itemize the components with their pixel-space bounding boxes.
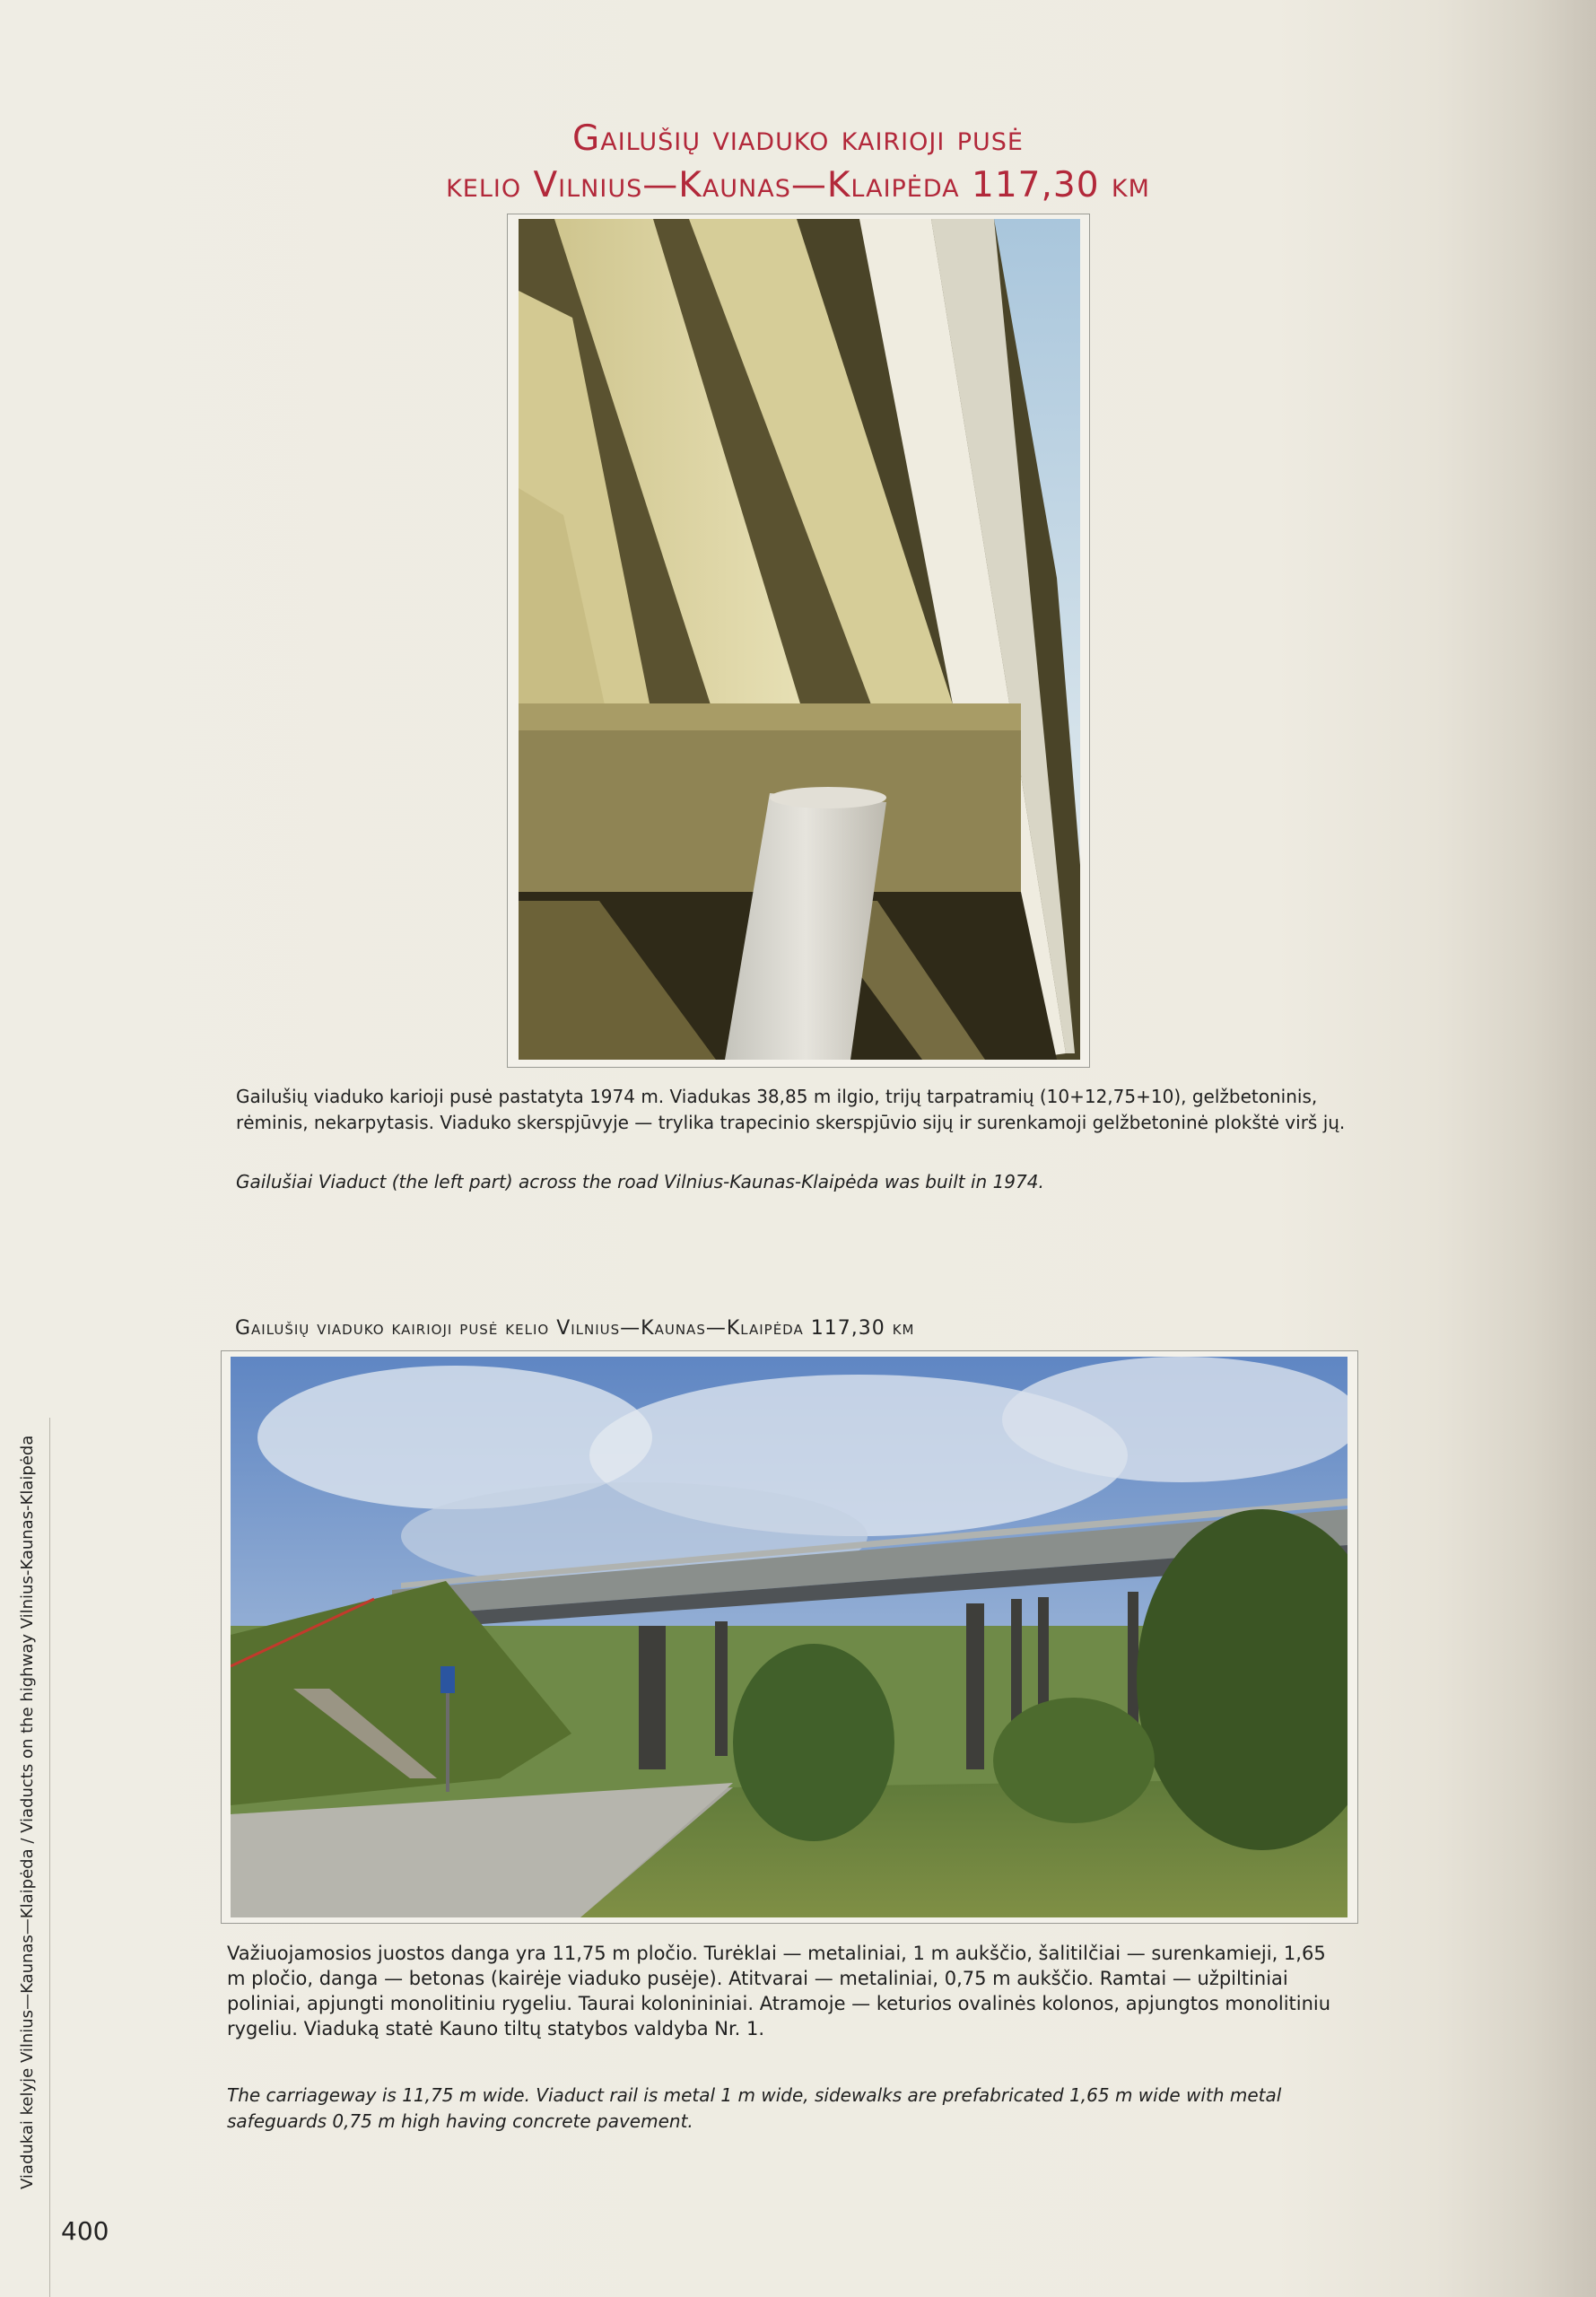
photo2-title: Gailušių viaduko kairioji pusė kelio Vilnius—Kaunas—Klaipėda 117,30 km [235, 1317, 915, 1340]
page-number: 400 [61, 2216, 109, 2246]
running-head-vertical: Viadukai kelyje Vilnius—Kaunas—Klaipėda / Viaducts on the highway Vilnius-Kaunas-Klaipėda [18, 1435, 37, 2189]
page-title-line2: kelio Vilnius—Kaunas—Klaipėda 117,30 km [446, 165, 1150, 205]
photo1-caption-lt: Gailušių viaduko karioji pusė pastatyta 1974 m. Viadukas 38,85 m ilgio, trijų tarpatramių (10+12,75+10), gelžbetoninis, rėminis, nekarpytasis. Viaduko skerspjūvyje — trylika trapecinio skerspjūvio sijų ir surenkamoji gelžbetoninė plokštė virš jų. [236, 1086, 1346, 1133]
photo2-caption-en: The carriageway is 11,75 m wide. Viaduct rail is metal 1 m wide, sidewalks are prefabricated 1,65 m wide with metal safeguards 0,75 m high having concrete pavement. [227, 2084, 1282, 2132]
photo2-caption-lt: Važiuojamosios juostos danga yra 11,75 m pločio. Turėklai — metaliniai, 1 m aukščio, šalitilčiai — surenkamieji, 1,65 m pločio, danga — betonas (kairėje viaduko pusėje). Atitvarai — metaliniai, 0,75 m aukščio. Ramtai — užpiltiniai poliniai, apjungti monolitiniu rygeliu. Taurai kolonininiai. Atramoje — keturios ovalinės kolonos, apjungtos monolitiniu rygeliu. Viaduką statė Kauno tiltų statybos valdyba Nr. 1. [227, 1943, 1331, 2039]
margin-rule [49, 1418, 50, 2297]
photo1-caption-en: Gailušiai Viaduct (the left part) across the road Vilnius-Kaunas-Klaipėda was built in 1974. [236, 1171, 1044, 1192]
photo-viaduct-underside [519, 219, 1080, 1060]
photo-viaduct-side-view [231, 1357, 1347, 1917]
page-title-line1: Gailušių viaduko kairioji pusė [572, 118, 1024, 159]
